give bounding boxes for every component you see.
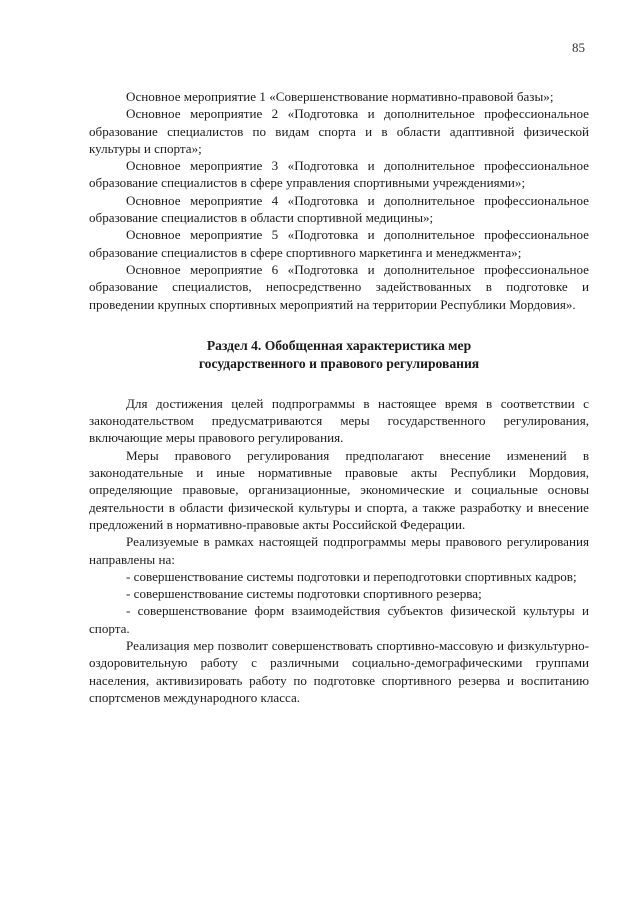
section-heading — [89, 337, 589, 373]
event-4-paragraph: Основное мероприятие 4 «Подготовка и дополнительное профессиональное образование специалистов в области спортивной медицины»; — [89, 192, 589, 226]
goals-paragraph: Для достижения целей подпрограммы в настоящее время в соответствии с законодательством предусматриваются меры государственного регулирования, включающие меры правового регулирования. — [89, 395, 589, 446]
list-item-3: - совершенствование форм взаимодействия субъектов физической культуры и спорта. — [89, 603, 589, 636]
page-content — [89, 88, 589, 706]
section-heading-line-2: государственного и правового регулирования — [198, 355, 480, 371]
list-item-1: - совершенствование системы подготовки и переподготовки спортивных кадров; — [126, 568, 577, 584]
measures-intro-paragraph: Реализуемые в рамках настоящей подпрограммы меры правового регулирования направлены на: — [89, 534, 589, 567]
legal-measures-paragraph: Меры правового регулирования предполагают внесение изменений в законодательные и иные нормативные правовые акты Республики Мордовия, определяющие правовые, организационные, экономические и социальные основы деятельности в области физической культуры и спорта, а также разработку и внесение предложений в нормативно-правовые акты Российской Федерации. — [89, 447, 589, 532]
page-number: 85 — [572, 40, 585, 55]
implementation-paragraph: Реализация мер позволит совершенствовать спортивно-массовую и физкультурно-оздоровительную работу с различными социально-демографическими группами населения, активизировать работу по подготовке спортивного резерва и воспитанию спортсменов международного класса. — [89, 638, 589, 705]
event-5-paragraph: Основное мероприятие 5 «Подготовка и дополнительное профессиональное образование специалистов в сфере спортивного маркетинга и менеджмента»; — [89, 227, 589, 260]
list-item-2: - совершенствование системы подготовки спортивного резерва; — [126, 586, 482, 602]
event-3-paragraph: Основное мероприятие 3 «Подготовка и дополнительное профессиональное образование специалистов в сфере управления спортивными учреждениями»; — [89, 158, 589, 191]
event-6-paragraph: Основное мероприятие 6 «Подготовка и дополнительное профессиональное образование специалистов, непосредственно задействованных в подготовке и проведении крупных спортивных мероприятий на территории Республики Мордовия». — [89, 261, 589, 312]
event-1-paragraph: Основное мероприятие 1 «Совершенствование нормативно-правовой базы»; — [126, 89, 554, 104]
section-heading-line-1: Раздел 4. Обобщенная характеристика мер — [206, 337, 472, 353]
event-2-paragraph: Основное мероприятие 2 «Подготовка и дополнительное профессиональное образование специалистов по видам спорта и в области адаптивной физической культуры и спорта»; — [89, 106, 589, 156]
